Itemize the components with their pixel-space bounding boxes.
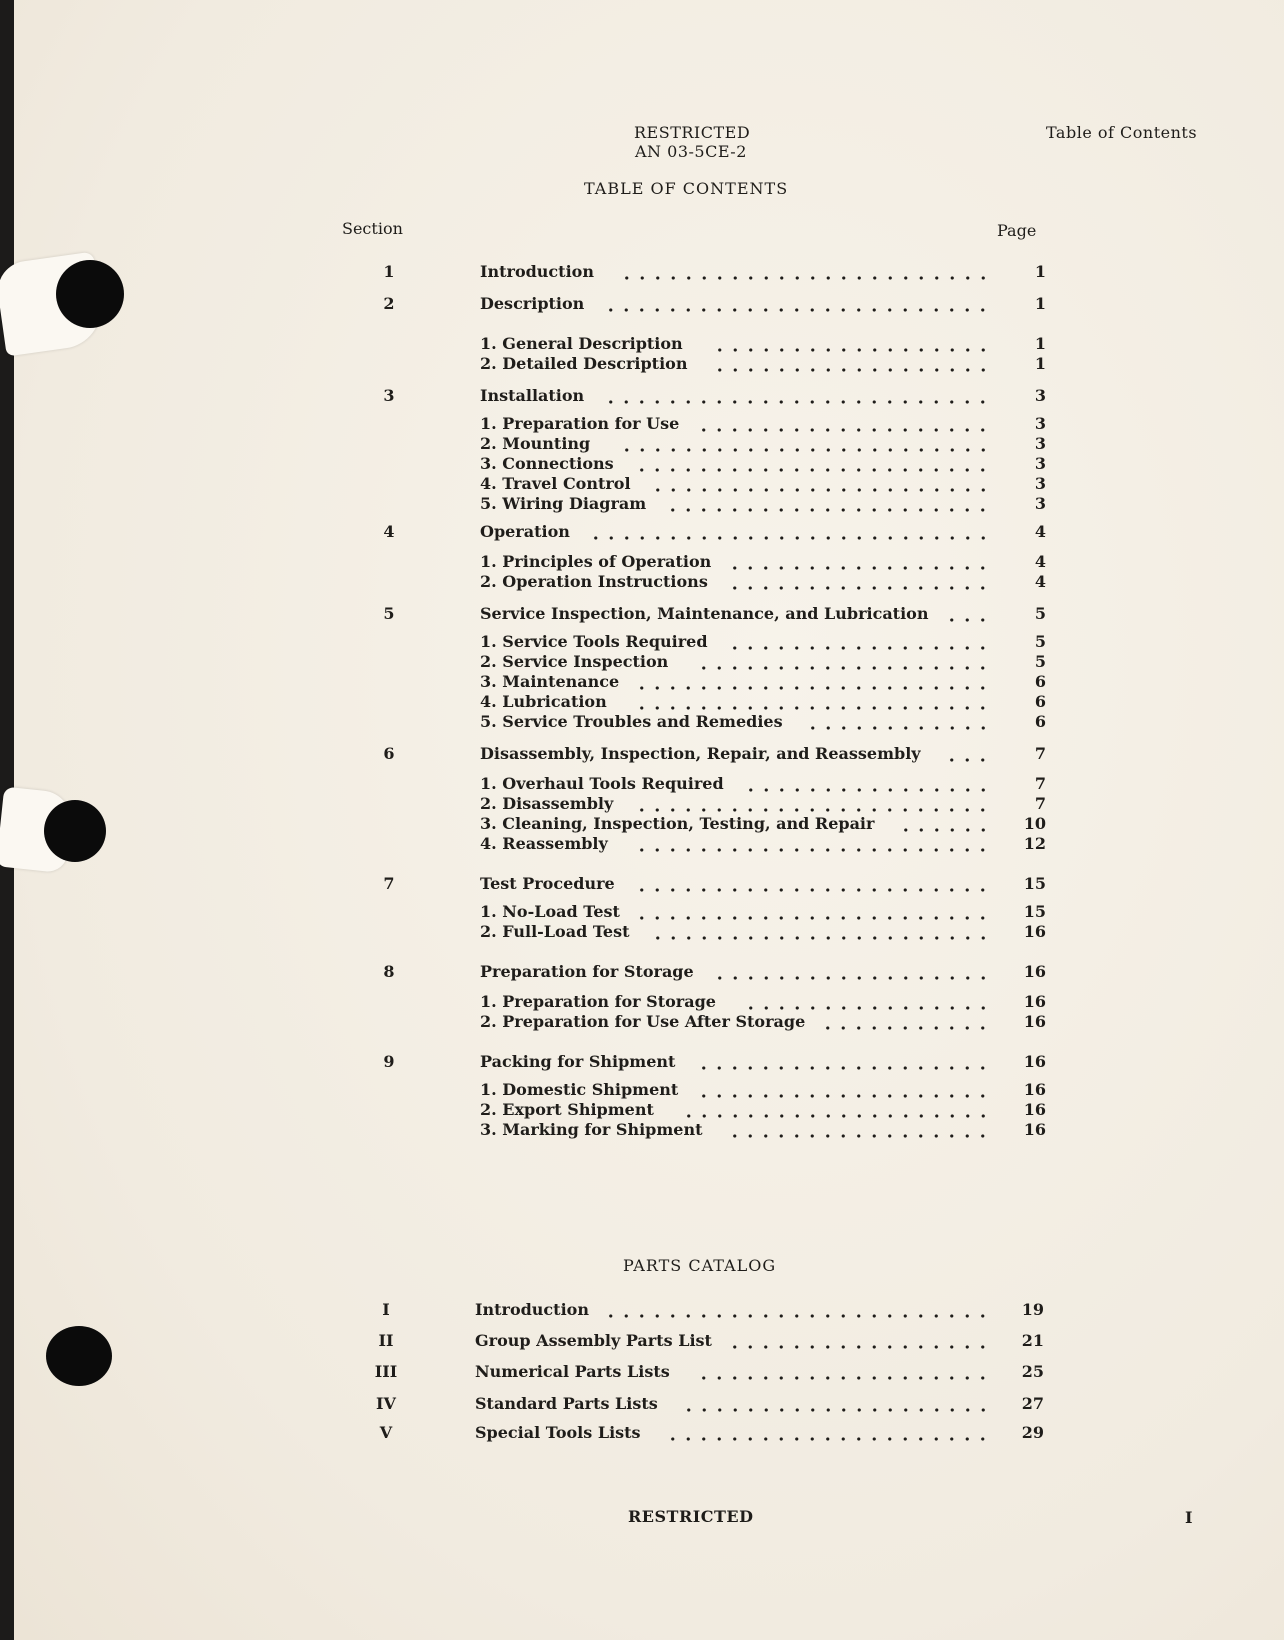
page-number: 25 <box>1021 1362 1044 1381</box>
subsection-title: 1. Domestic Shipment <box>480 1080 679 1099</box>
section-number: 2 <box>383 294 395 313</box>
dot-leader <box>681 1408 997 1412</box>
subsection-title: 2. Detailed Description <box>480 354 688 373</box>
dot-leader <box>696 1066 996 1070</box>
parts-section-number: V <box>379 1423 393 1442</box>
dot-leader <box>650 936 997 940</box>
page-number: 21 <box>1021 1331 1044 1350</box>
dot-leader <box>634 686 996 690</box>
section-title: Test Procedure <box>480 874 615 893</box>
dot-leader <box>603 308 996 312</box>
page-number: 4 <box>1034 552 1046 571</box>
page-number: 6 <box>1034 672 1046 691</box>
subsection-title: 1. General Description <box>480 334 683 353</box>
column-header-page: Page <box>997 221 1037 240</box>
page-number: 7 <box>1034 744 1046 763</box>
punch-hole-middle <box>44 800 106 862</box>
page-number: 5 <box>1034 632 1046 651</box>
subsection-title: 2. Operation Instructions <box>480 572 708 591</box>
parts-catalog-title: PARTS CATALOG <box>623 1256 777 1275</box>
page-number: 16 <box>1023 1120 1046 1139</box>
subsection-title: 1. No-Load Test <box>480 902 620 921</box>
parts-section-number: IV <box>376 1394 396 1413</box>
page-number: 16 <box>1023 1052 1046 1071</box>
page-number: 6 <box>1034 712 1046 731</box>
section-title: Preparation for Storage <box>480 962 694 981</box>
document-number: AN 03-5CE-2 <box>635 142 747 161</box>
dot-leader <box>820 1026 996 1030</box>
dot-leader <box>743 788 997 792</box>
toc-title: TABLE OF CONTENTS <box>584 179 789 198</box>
punch-hole-top <box>56 260 124 328</box>
section-number: 9 <box>383 1052 395 1071</box>
page-number: 6 <box>1034 692 1046 711</box>
page-number: 15 <box>1023 902 1046 921</box>
parts-section-title: Introduction <box>475 1300 589 1319</box>
page-number: 1 <box>1034 262 1046 281</box>
section-title: Operation <box>480 522 570 541</box>
document-page <box>14 0 1284 1640</box>
dot-leader <box>588 536 997 540</box>
dot-leader <box>634 916 996 920</box>
dot-leader <box>603 400 996 404</box>
page-number: 16 <box>1023 1100 1046 1119</box>
page-number: 1 <box>1034 334 1046 353</box>
subsection-title: 2. Disassembly <box>480 794 614 813</box>
header-classification: RESTRICTED <box>634 123 751 142</box>
page-number: 7 <box>1034 794 1046 813</box>
dot-leader <box>634 848 996 852</box>
dot-leader <box>634 468 996 472</box>
dot-leader <box>634 706 996 710</box>
page-number: 12 <box>1023 834 1046 853</box>
dot-leader <box>665 508 996 512</box>
page-number: 3 <box>1034 494 1046 513</box>
dot-leader <box>634 888 996 892</box>
parts-section-title: Special Tools Lists <box>475 1423 641 1442</box>
subsection-title: 2. Mounting <box>480 434 591 453</box>
section-title: Packing for Shipment <box>480 1052 676 1071</box>
section-title: Installation <box>480 386 585 405</box>
subsection-title: 4. Reassembly <box>480 834 608 853</box>
page-number: 3 <box>1034 434 1046 453</box>
section-number: 4 <box>383 522 395 541</box>
parts-section-number: III <box>374 1362 398 1381</box>
subsection-title: 2. Preparation for Use After Storage <box>480 1012 806 1031</box>
dot-leader <box>696 1376 996 1380</box>
subsection-title: 1. Preparation for Use <box>480 414 680 433</box>
section-title: Disassembly, Inspection, Repair, and Reassembly <box>480 744 921 763</box>
subsection-title: 1. Principles of Operation <box>480 552 712 571</box>
section-title: Description <box>480 294 585 313</box>
subsection-title: 3. Marking for Shipment <box>480 1120 703 1139</box>
page-number: 7 <box>1034 774 1046 793</box>
subsection-title: 1. Overhaul Tools Required <box>480 774 724 793</box>
dot-leader <box>727 586 996 590</box>
dot-leader <box>619 448 997 452</box>
subsection-title: 1. Service Tools Required <box>480 632 708 651</box>
dot-leader <box>696 1094 996 1098</box>
dot-leader <box>898 828 997 832</box>
dot-leader <box>712 976 997 980</box>
page-number: 4 <box>1034 522 1046 541</box>
dot-leader <box>619 276 997 280</box>
dot-leader <box>681 1114 997 1118</box>
subsection-title: 4. Travel Control <box>480 474 631 493</box>
page-number: 3 <box>1034 386 1046 405</box>
subsection-title: 3. Cleaning, Inspection, Testing, and Repair <box>480 814 875 833</box>
page-number: 19 <box>1021 1300 1044 1319</box>
punch-hole-bottom <box>46 1326 112 1386</box>
dot-leader <box>665 1437 996 1441</box>
dot-leader <box>944 618 996 622</box>
page-number: 3 <box>1034 414 1046 433</box>
dot-leader <box>634 808 996 812</box>
page-number: 4 <box>1034 572 1046 591</box>
dot-leader <box>603 1314 996 1318</box>
page-number: 5 <box>1034 604 1046 623</box>
column-header-section: Section <box>342 219 403 238</box>
dot-leader <box>696 428 996 432</box>
subsection-title: 2. Service Inspection <box>480 652 669 671</box>
section-number: 3 <box>383 386 395 405</box>
section-title: Service Inspection, Maintenance, and Lubrication <box>480 604 929 623</box>
dot-leader <box>743 1006 997 1010</box>
parts-section-number: I <box>382 1300 390 1319</box>
page-number: 3 <box>1034 454 1046 473</box>
subsection-title: 3. Connections <box>480 454 614 473</box>
page-number: 29 <box>1021 1423 1044 1442</box>
dot-leader <box>712 348 997 352</box>
section-number: 8 <box>383 962 395 981</box>
dot-leader <box>805 726 997 730</box>
section-number: 6 <box>383 744 395 763</box>
dot-leader <box>727 1345 996 1349</box>
dot-leader <box>727 566 996 570</box>
subsection-title: 2. Full-Load Test <box>480 922 630 941</box>
dot-leader <box>727 1134 996 1138</box>
page-number: 27 <box>1021 1394 1044 1413</box>
section-title: Introduction <box>480 262 594 281</box>
page-number: 16 <box>1023 962 1046 981</box>
page-number: 3 <box>1034 474 1046 493</box>
dot-leader <box>727 646 996 650</box>
page-number: 15 <box>1023 874 1046 893</box>
subsection-title: 3. Maintenance <box>480 672 620 691</box>
section-number: 1 <box>383 262 395 281</box>
parts-section-title: Standard Parts Lists <box>475 1394 658 1413</box>
footer-page-number: I <box>1185 1508 1193 1527</box>
section-number: 5 <box>383 604 395 623</box>
page-number: 5 <box>1034 652 1046 671</box>
dot-leader <box>712 368 997 372</box>
parts-section-title: Numerical Parts Lists <box>475 1362 670 1381</box>
dot-leader <box>944 758 996 762</box>
page-number: 1 <box>1034 294 1046 313</box>
subsection-title: 5. Wiring Diagram <box>480 494 647 513</box>
page-number: 1 <box>1034 354 1046 373</box>
subsection-title: 2. Export Shipment <box>480 1100 654 1119</box>
parts-section-number: II <box>378 1331 394 1350</box>
page-number: 16 <box>1023 922 1046 941</box>
subsection-title: 5. Service Troubles and Remedies <box>480 712 783 731</box>
parts-section-title: Group Assembly Parts List <box>475 1331 712 1350</box>
section-number: 7 <box>383 874 395 893</box>
header-right-label: Table of Contents <box>1046 123 1198 142</box>
footer-classification: RESTRICTED <box>628 1507 754 1526</box>
dot-leader <box>650 488 997 492</box>
page-number: 16 <box>1023 1080 1046 1099</box>
page-number: 10 <box>1023 814 1046 833</box>
subsection-title: 1. Preparation for Storage <box>480 992 716 1011</box>
page-number: 16 <box>1023 1012 1046 1031</box>
dot-leader <box>696 666 996 670</box>
subsection-title: 4. Lubrication <box>480 692 607 711</box>
page-number: 16 <box>1023 992 1046 1011</box>
